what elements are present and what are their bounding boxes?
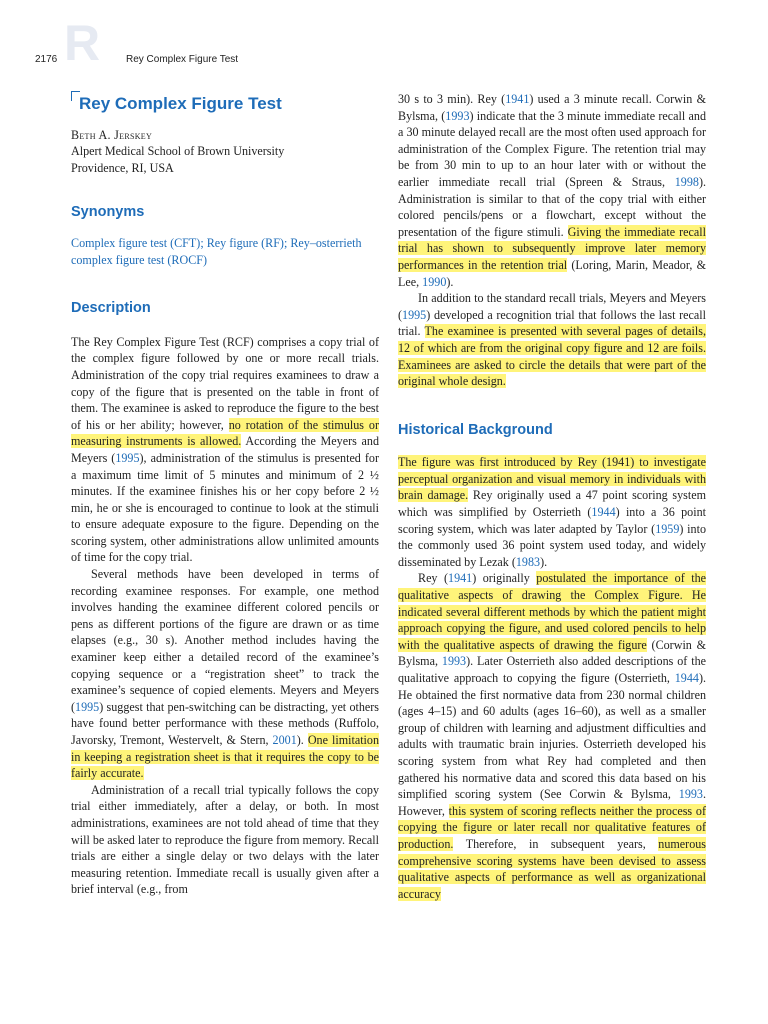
citation-link[interactable]: 1995 [402, 307, 427, 322]
citation-link[interactable]: 1941 [448, 571, 473, 586]
article-title-block [71, 91, 379, 113]
citation-link[interactable]: 1944 [591, 505, 616, 520]
citation-link[interactable]: 1990 [422, 274, 447, 289]
citation-link[interactable]: 2001 [272, 733, 297, 747]
synonyms-text: Complex figure test (CFT); Rey figure (RF); Rey–osterrieth complex figure test (ROCF) [71, 235, 362, 267]
history-paragraph-1: The figure was first introduced by Rey (1941) to investigate perceptual organization and visual memory in individuals with brain damage. Rey originally used a 47 point scoring system which was simplified by Osterrieth (1944) into a 36 point scoring system, which was later adapted by Taylor (1959) into the commonly used 36 point system used today, and widely disseminated by Lezak (1983). [398, 455, 706, 569]
highlight: The figure was first introduced by Rey (1941) to investigate perceptual organization and visual memory in individuals with brain damage. [398, 455, 706, 503]
page-header [0, 0, 768, 75]
citation-link[interactable]: 1983 [515, 554, 541, 569]
highlight: numerous comprehensive scoring systems have been devised to assess qualitative aspects of performance as well as organizational accuracy [398, 836, 706, 901]
description-paragraph-1: The Rey Complex Figure Test (RCF) comprises a copy trial of the complex figure followed by one or more recall trials. Administration of the copy trial requires examinees to draw a copy of the figure that is presented on the table in front of them. The examinee is asked to reproduce the figure to the best of his or her ability; however, no rotation of the stimulus or measuring instruments is allowed. According the Meyers and Meyers (1995), administration of the stimulus is presented for a maximum time limit of 5 minutes and minimum of 2 ½ minutes. If the examinee finishes his or her copy before 2 ½ min, he or she is encouraged to continue to look at the stimuli to ensure adequate exposure to the figure. Depending on the scoring system, other administrations allow unlimited amounts of time for the copy trial. [71, 334, 379, 565]
title-corner-mark [71, 91, 80, 101]
author-affiliation: Alpert Medical School of Brown University [71, 144, 285, 159]
history-paragraph-2: Rey (1941) originally postulated the importance of the qualitative aspects of drawing the Complex Figure. He indicated several different methods by which the patient might approach copying the figure, and used colored pencils to help with the qualitative aspects of drawing the figure (Corwin & Bylsma, 1993). Later Osterrieth also added descriptions of the qualitative approach to copying the figure (Osterrieth, 1944). He obtained the first normative data from 230 normal children (ages 4–15) and 60 adults (ages 16–60), as well as a smaller group of children with learning and adjustment difficulties and adults with traumatic brain injuries. Osterrieth developed his scoring system from what Rey had completed and then gathered his normative data and scored this data based on his simplified scoring system (See Corwin & Bylsma, 1993. However, this system of scoring reflects neither the process of copying the figure or later recall nor qualitative features of production. Therefore, in subsequent years, numerous comprehensive scoring systems have been devised to assess qualitative aspects of performance as well as organizational accuracy [398, 571, 706, 901]
citation-link[interactable]: 1998 [674, 174, 699, 189]
highlight: postulated the importance of the qualitative aspects of drawing the Complex Figure. He indicated several different methods by which the patient might approach copying the figure, and used colored pencils to help with the qualitative aspects of drawing the figure [398, 571, 706, 652]
highlight: One limitation in keeping a registration sheet is that it requires the copy to be fairly accurate. [71, 733, 380, 781]
citation-link[interactable]: 1959 [655, 521, 680, 536]
historical-background-heading: Historical Background [398, 421, 553, 438]
page-number: 2176 [35, 54, 58, 65]
citation-link[interactable]: 1995 [75, 699, 100, 714]
description-paragraph-3: Administration of a recall trial typically follows the copy trial either immediately, after a delay, or both. In most administrations, examinees are not told ahead of time that they will be asked later to reproduce the figure from memory. Recall trials are either a single delay or two delays with the later measuring retention. Immediate recall is usually given after a brief interval (e.g., from [71, 782, 379, 897]
section-letter: R [64, 15, 101, 71]
highlight: no rotation of the stimulus or measuring instruments is allowed. [71, 417, 379, 449]
author-name: Beth A. Jerskey [71, 127, 153, 142]
citation-link[interactable]: 1993 [678, 787, 703, 802]
left-column [71, 91, 379, 898]
citation-link[interactable]: 1995 [115, 450, 140, 465]
citation-link[interactable]: 1941 [505, 92, 530, 106]
description-paragraph-4: 30 s to 3 min). Rey (1941) used a 3 minute recall. Corwin & Bylsma, (1993) indicate that the 3 minute immediate recall and a 30 minute delayed recall are the most often used approach for administration of the Complex Figure. The retention trial may be from 30 min to up to an hour later with or without the earlier immediate recall trial (Spreen & Straus, 1998). Administration is similar to that of the copy trial with either colored pencils/pens or a flowchart, except without the presentation of the figure stimuli. Giving the immediate recall trial has shown to subsequently improve later memory performances in the retention trial (Loring, Marin, Meador, & Lee, 1990). [398, 92, 706, 289]
running-title: Rey Complex Figure Test [126, 54, 239, 65]
highlight: Giving the immediate recall trial has shown to subsequently improve later memory performances in the retention trial [398, 224, 706, 272]
citation-link[interactable]: 1993 [441, 654, 467, 669]
description-heading: Description [71, 300, 151, 317]
citation-link[interactable]: 1993 [445, 108, 470, 123]
right-column [398, 91, 706, 902]
synonyms-heading: Synonyms [71, 204, 145, 221]
article-title: Rey Complex Figure Test [79, 94, 282, 113]
description-paragraph-2: Several methods have been developed in terms of recording examinee responses. For example, one method involves handing the examinee different colored pencils or pens as different portions of the figure are drawn or as time elapses (e.g., 30 s). Another method includes having the examiner keep either a detailed record of the examinee’s copying sequence or a “registration sheet” to track the examinee’s sequence of copied elements. Meyers and Meyers (1995) suggest that pen-switching can be distracting, yet others have found better performance with these methods (Ruffolo, Javorsky, Tremont, Westervelt, & Stern, 2001). One limitation in keeping a registration sheet is that it requires the copy to be fairly accurate. [71, 567, 380, 781]
highlight: this system of scoring reflects neither the process of copying the figure or later recall nor qualitative features of production. [398, 803, 706, 851]
highlight: The examinee is presented with several pages of details, 12 of which are from the original copy figure and 12 are foils. Examinees are asked to circle the details that were part of the original whole design. [398, 324, 706, 389]
citation-link[interactable]: 1944 [674, 671, 699, 685]
author-location: Providence, RI, USA [71, 160, 174, 175]
description-paragraph-5: In addition to the standard recall trials, Meyers and Meyers (1995) developed a recognition trial that follows the last recall trial. The examinee is presented with several pages of details, 12 of which are from the original copy figure and 12 are foils. Examinees are asked to circle the details that were part of the original whole design. [398, 291, 706, 389]
